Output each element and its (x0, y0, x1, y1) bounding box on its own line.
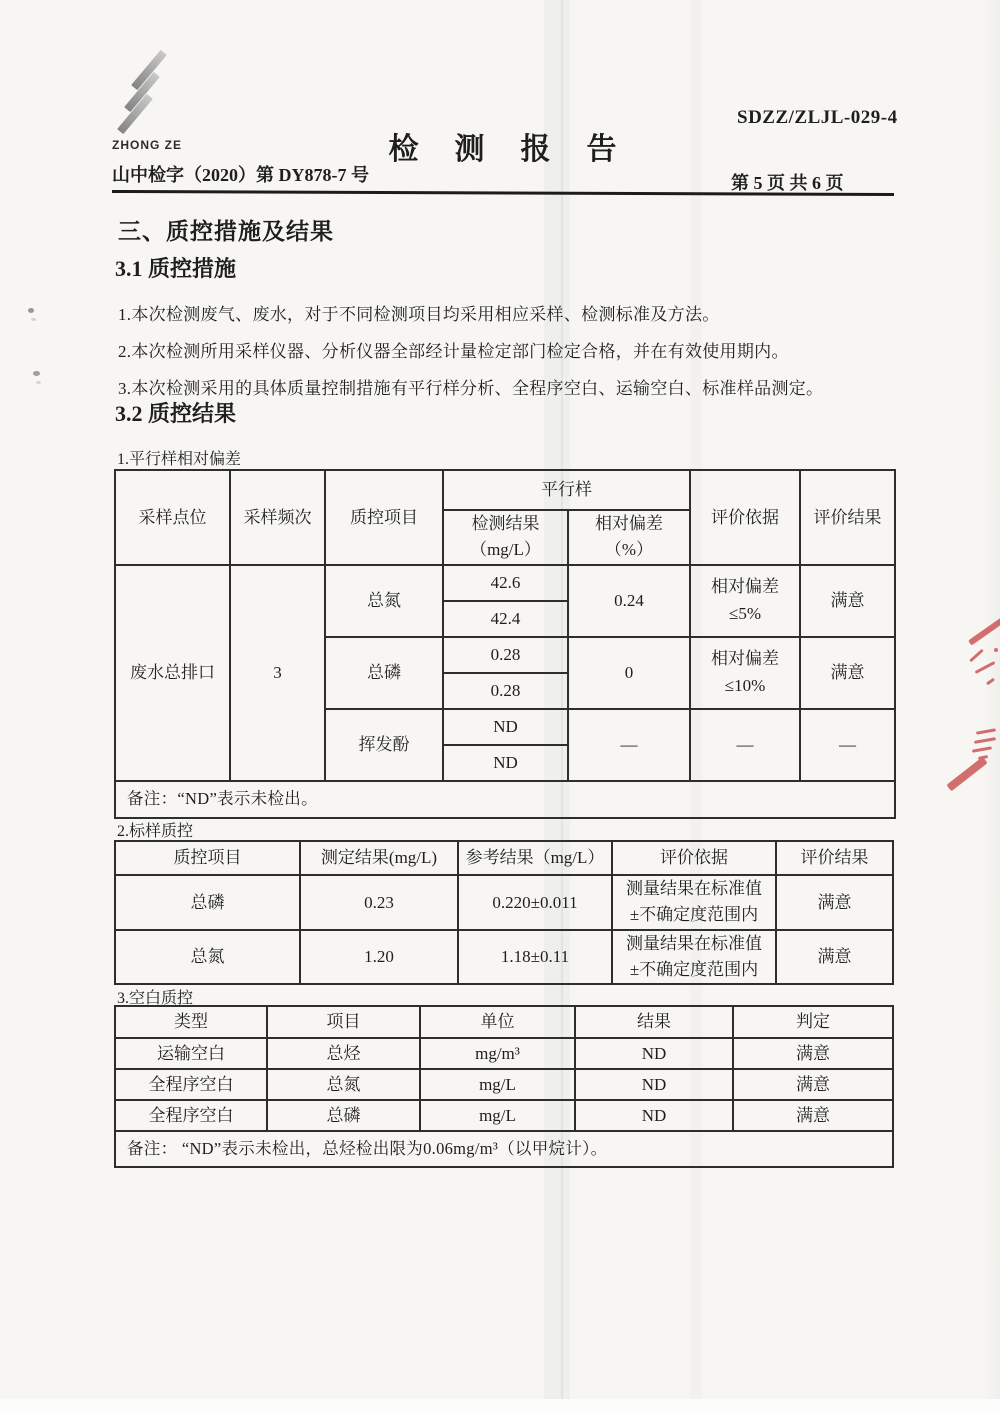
cell-result: ND (443, 709, 568, 745)
qc-measure-item-1: 1.本次检测废气、废水，对于不同检测项目均采用相应采样、检测标准及方法。 (118, 305, 720, 324)
cell-item: 挥发酚 (325, 709, 443, 781)
logo-text: ZHONG ZE (112, 138, 182, 152)
cell-frequency: 3 (230, 565, 325, 781)
cell-result-eval: 满意 (776, 875, 893, 930)
cell-item: 总磷 (115, 875, 300, 930)
cell-basis: 测量结果在标准值 ±不确定度范围内 (612, 930, 776, 985)
table-row (115, 1100, 893, 1131)
cell-item: 总磷 (325, 637, 443, 709)
cell-result: ND (575, 1038, 733, 1069)
col-header-type: 类型 (115, 1006, 267, 1038)
col-header-evaluation-basis: 评价依据 (690, 470, 800, 565)
scan-speckle (31, 318, 36, 321)
col-header-result: 结果 (575, 1006, 733, 1038)
cell-result: ND (443, 745, 568, 781)
cell-measured: 0.23 (300, 875, 458, 930)
cell-item: 总氮 (115, 930, 300, 985)
cell-result: 42.6 (443, 565, 568, 601)
cell-type: 全程序空白 (115, 1100, 267, 1131)
cell-item: 总氮 (325, 565, 443, 637)
cell-judgment: 满意 (733, 1038, 893, 1069)
subsection-heading-3-1: 3.1 质控措施 (115, 256, 237, 281)
table-row (115, 875, 893, 930)
cell-site: 废水总排口 (115, 565, 230, 781)
col-header-sampling-site: 采样点位 (115, 470, 230, 565)
cell-reference: 1.18±0.11 (458, 930, 612, 985)
cell-judgment: 满意 (733, 1100, 893, 1131)
cell-judgment: 满意 (733, 1069, 893, 1100)
table-row (115, 1069, 893, 1100)
cell-result: 0.28 (443, 673, 568, 709)
cell-type: 运输空白 (115, 1038, 267, 1069)
cell-basis: 相对偏差 ≤5% (690, 565, 800, 637)
subsection-heading-3-2: 3.2 质控结果 (115, 401, 237, 426)
col-header-unit: 单位 (420, 1006, 575, 1038)
cell-type: 全程序空白 (115, 1069, 267, 1100)
col-header-evaluation-result: 评价结果 (800, 470, 895, 565)
cell-measured: 1.20 (300, 930, 458, 985)
cell-basis: 相对偏差 ≤10% (690, 637, 800, 709)
qc-measure-item-2: 2.本次检测所用采样仪器、分析仪器全部经计量检定部门检定合格，并在有效使用期内。 (118, 342, 789, 361)
cell-result-eval: 满意 (800, 637, 895, 709)
col-header-evaluation-result: 评价结果 (776, 841, 893, 875)
cell-basis: — (690, 709, 800, 781)
cell-item: 总烃 (267, 1038, 420, 1069)
cell-item: 总磷 (267, 1100, 420, 1131)
cell-result-eval: 满意 (776, 930, 893, 985)
cell-result: ND (575, 1069, 733, 1100)
qc-measure-item-3: 3.本次检测采用的具体质量控制措施有平行样分析、全程序空白、运输空白、标准样品测定。 (118, 379, 824, 398)
cell-unit: mg/m³ (420, 1038, 575, 1069)
report-title: 检测报告 (388, 133, 653, 166)
table2-label: 2.标样质控 (117, 823, 194, 840)
col-header-reference-result: 参考结果（mg/L） (458, 841, 612, 875)
col-header-qc-item: 质控项目 (325, 470, 443, 565)
table-note: 备注： “ND”表示未检出，总烃检出限为0.06mg/m³（以甲烷计）。 (115, 1131, 893, 1167)
cell-deviation: 0.24 (568, 565, 690, 637)
cell-deviation: 0 (568, 637, 690, 709)
report-number: 山中检字（2020）第 DY878-7 号 (112, 165, 369, 185)
blank-qc-table (114, 1005, 894, 1168)
cell-reference: 0.220±0.011 (458, 875, 612, 930)
cell-result: ND (575, 1100, 733, 1131)
cell-result: 0.28 (443, 637, 568, 673)
col-header-evaluation-basis: 评价依据 (612, 841, 776, 875)
parallel-sample-table (114, 469, 896, 819)
cell-deviation: — (568, 709, 690, 781)
section-heading: 三、质控措施及结果 (118, 219, 334, 244)
page-number: 第 5 页 共 6 页 (731, 173, 844, 193)
col-header-sampling-frequency: 采样频次 (230, 470, 325, 565)
col-header-judgment: 判定 (733, 1006, 893, 1038)
cell-result: 42.4 (443, 601, 568, 637)
col-header-parallel-sample: 平行样 (443, 470, 690, 510)
cell-result-eval: 满意 (800, 565, 895, 637)
col-header-item: 项目 (267, 1006, 420, 1038)
scan-speckle (33, 371, 40, 376)
cell-result-eval: — (800, 709, 895, 781)
table-row (115, 930, 893, 985)
scan-edge-shadow (984, 0, 1000, 1413)
scan-speckle (36, 381, 41, 384)
cell-item: 总氮 (267, 1069, 420, 1100)
col-header-measured-result: 测定结果(mg/L) (300, 841, 458, 875)
table1-label: 1.平行样相对偏差 (117, 451, 242, 468)
table-note: 备注：“ND”表示未检出。 (115, 781, 895, 818)
scan-edge-strip (0, 1399, 1000, 1413)
scan-speckle (28, 308, 34, 313)
col-header-relative-deviation: 相对偏差 （%） (568, 510, 690, 565)
table-row (115, 1038, 893, 1069)
cell-unit: mg/L (420, 1100, 575, 1131)
cell-basis: 测量结果在标准值 ±不确定度范围内 (612, 875, 776, 930)
cell-unit: mg/L (420, 1069, 575, 1100)
table3-label: 3.空白质控 (117, 990, 194, 1007)
col-header-qc-item: 质控项目 (115, 841, 300, 875)
standard-sample-table (114, 840, 894, 985)
col-header-test-result: 检测结果 （mg/L） (443, 510, 568, 565)
document-code: SDZZ/ZLJL-029-4 (737, 107, 898, 128)
